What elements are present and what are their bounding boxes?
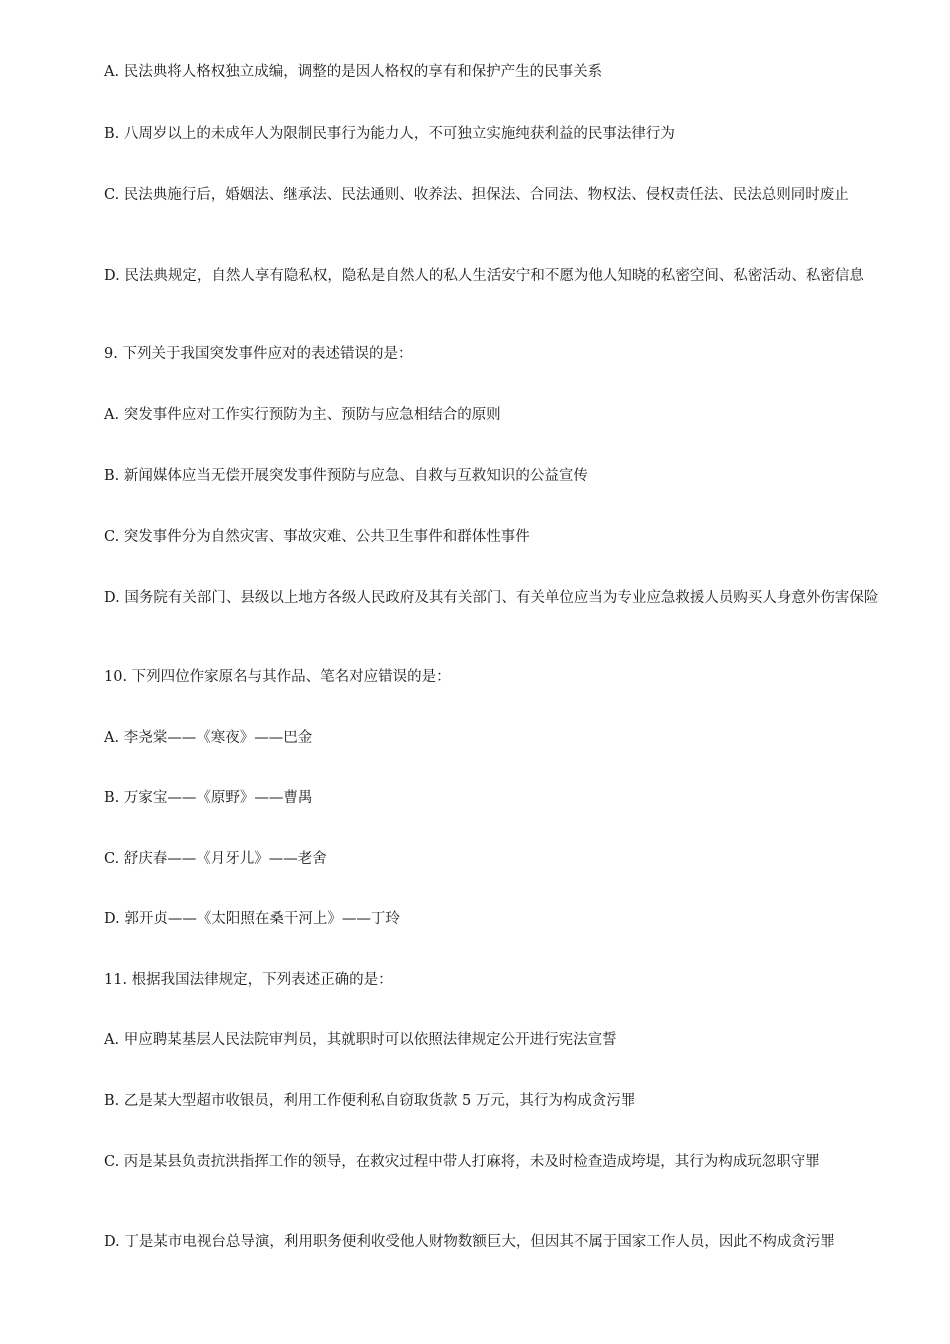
q11-stem: 11. 根据我国法律规定，下列表述正确的是： [104,972,393,988]
q8-option-b: B. 八周岁以上的未成年人为限制民事行为能力人，不可独立实施纯获利益的民事法律行为 [104,126,675,142]
q10-option-c: C. 舒庆春——《月牙儿》——老舍 [104,851,327,867]
q8-option-d: D. 民法典规定，自然人享有隐私权，隐私是自然人的私人生活安宁和不愿为他人知晓的私密空间、私密活动、私密信息 [104,268,864,284]
q10-stem: 10. 下列四位作家原名与其作品、笔名对应错误的是： [104,669,451,685]
q8-option-c: C. 民法典施行后，婚姻法、继承法、民法通则、收养法、担保法、合同法、物权法、侵权责任法、民法总则同时废止 [104,187,849,203]
q11-option-a: A. 甲应聘某基层人民法院审判员，其就职时可以依照法律规定公开进行宪法宣誓 [104,1032,617,1048]
q11-option-d: D. 丁是某市电视台总导演，利用职务便利收受他人财物数额巨大，但因其不属于国家工作人员，因此不构成贪污罪 [104,1234,835,1250]
q9-option-d: D. 国务院有关部门、县级以上地方各级人民政府及其有关部门、有关单位应当为专业应急救援人员购买人身意外伤害保险 [104,590,879,606]
q10-option-a: A. 李尧棠——《寒夜》——巴金 [104,730,313,746]
q11-option-c: C. 丙是某县负责抗洪指挥工作的领导，在救灾过程中带人打麻将，未及时检查造成垮堤，其行为构成玩忽职守罪 [104,1154,820,1170]
q8-option-a: A. 民法典将人格权独立成编，调整的是因人格权的享有和保护产生的民事关系 [104,64,603,80]
q9-option-a: A. 突发事件应对工作实行预防为主、预防与应急相结合的原则 [104,407,501,423]
q9-option-b: B. 新闻媒体应当无偿开展突发事件预防与应急、自救与互救知识的公益宣传 [104,468,588,484]
q10-option-d: D. 郭开贞——《太阳照在桑干河上》——丁玲 [104,911,400,927]
q9-option-c: C. 突发事件分为自然灾害、事故灾难、公共卫生事件和群体性事件 [104,529,530,545]
q9-stem: 9. 下列关于我国突发事件应对的表述错误的是： [104,346,413,362]
q10-option-b: B. 万家宝——《原野》——曹禺 [104,790,313,806]
q11-option-b: B. 乙是某大型超市收银员，利用工作便利私自窃取货款 5 万元，其行为构成贪污罪 [104,1093,636,1109]
